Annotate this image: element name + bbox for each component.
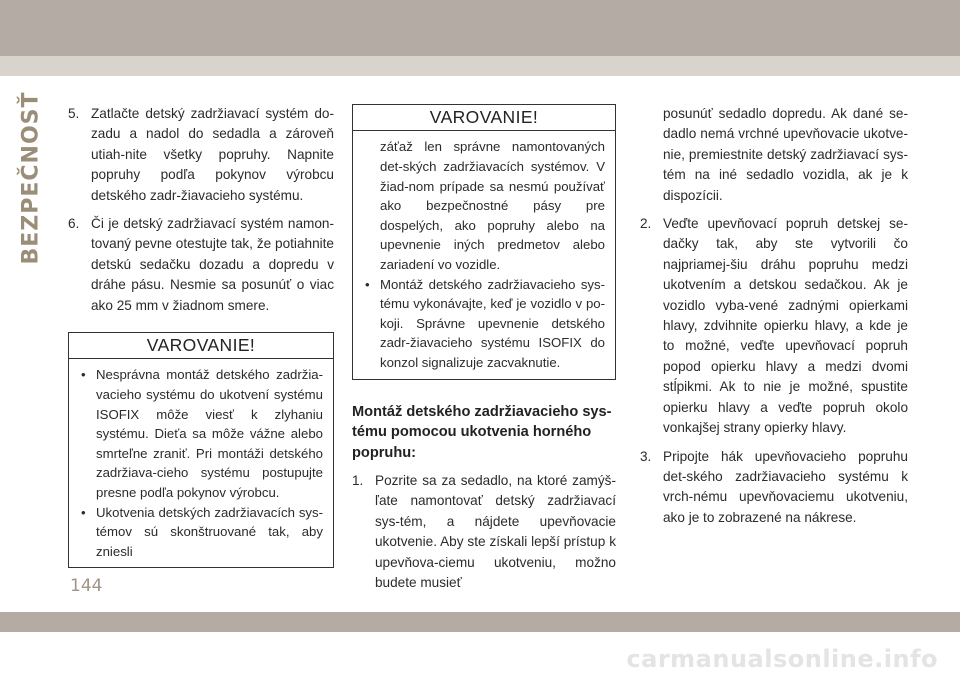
step-1-number: 1. (352, 473, 364, 489)
column-3 (640, 104, 908, 536)
warning-bullet (365, 275, 605, 373)
step-6 (68, 214, 334, 316)
section-side-tab (14, 90, 48, 265)
header-band (0, 0, 960, 56)
bullet-dot: • (81, 504, 86, 520)
warning-title-2: VAROVANIE! (353, 105, 615, 131)
warning-bullet-text: Nesprávna montáž detského zadržia-vacieho systému do ukotvení systému ISOFIX môže viesť k zlyhaniu systému. Dieťa sa môže vážne alebo smrteľne zraniť. Pri montáži detského zadržiava-cieho systému postupujte presne podľa pokynov výrobcu. (96, 367, 323, 501)
warning-body-2 (353, 131, 615, 378)
section-heading: Montáž detského zadržiavacieho sys-tému pomocou ukotvenia horného popruhu: (352, 403, 612, 461)
warning-bullet-text: Ukotvenia detských zadržiavacích sys-témov sú skonštruované tak, aby zniesli (96, 504, 323, 559)
step-1-text: Pozrite sa za sedadlo, na ktoré zamýš-ľate namontovať detský zadržiavací sys-tém, a nájdete upevňovacie ukotvenie. Aby ste získali lepší prístup k upevňova-ciemu ukotveniu, možno budete musieť (375, 473, 616, 591)
footer-band (0, 612, 960, 632)
warning-bullet (81, 365, 323, 502)
warning-title-1: VAROVANIE! (69, 333, 333, 359)
warning-bullet-text: Montáž detského zadržiavacieho sys-tému vykonávajte, keď je vozidlo v po-koji. Správne upevnenie detského zadr-žiavacieho systému ISOFIX do konzol signalizuje zacvaknutie. (380, 276, 605, 370)
step-3-text: Pripojte hák upevňovacieho popruhu det-ského zadržiavacieho systému k vrch-nému upevňovaciemu ukotveniu, ako je to zobrazené na nákrese. (663, 448, 908, 525)
step-1 (352, 471, 616, 593)
step-6-text: Či je detský zadržiavací systém namon-tovaný pevne otestujte tak, že potiahnite detskú sedačku dozadu a dopredu v dráhe pásu. Nesmie sa posunúť o viac ako 25 mm v žiadnom smere. (91, 216, 334, 313)
step-1-continuation: posunúť sedadlo dopredu. Ak dané se-dadlo nemá vrchné upevňovacie ukotve-nie, premiestnite detský zadržiavací sys-tém na iné sedadlo vozidla, ak je k dispozícii. (663, 106, 908, 203)
step-2-number: 2. (640, 216, 652, 232)
warning-body-1 (69, 359, 333, 567)
section-side-tab-label: BEZPEČNOSŤ (18, 90, 44, 265)
watermark: carmanualsonline.info (626, 645, 938, 673)
warning-box-2 (352, 104, 616, 380)
bullet-dot: • (81, 367, 86, 383)
column-1 (68, 104, 334, 568)
step-2-text: Veďte upevňovací popruh detskej se-dačky tak, aby ste vytvorili čo najpriamej-šiu dráhu popruhu medzi ukotvením a detskou sedačkou. Ak je vozidlo vyba-vené zadnými opierkami hlavy, zdvihnite opierku hlavy, a kde je to možné, veďte upevňovací popruh popod opierku hlavy a medzi dvomi stĺpikmi. Ak to nie je možné, spustite opierku hlavy a veďte popruh okolo vonkajšej strany opierky hlavy. (663, 216, 908, 436)
page-number: 144 (70, 576, 103, 596)
step-3-number: 3. (640, 448, 652, 464)
warning-continuation-text: záťaž len správne namontovaných det-ských zadržiavacích systémov. V žiad-nom prípade sa nesmú používať ako bezpečnostné pásy pre dospelých, ako popruhy alebo na upevnenie iných predmetov alebo zariadení vo vozidle. (380, 139, 605, 272)
step-5-text: Zatlačte detský zadržiavací systém do-zadu a nadol do sedadla a zároveň utiah-nite všetky popruhy. Napnite popruhy podľa pokynov výrobcu detského zadr-žiavacieho systému. (91, 106, 334, 203)
bullet-dot: • (365, 276, 370, 292)
warning-box-1 (68, 332, 334, 568)
step-5-number: 5. (68, 106, 80, 121)
step-2 (640, 214, 908, 438)
warning-bullet (81, 503, 323, 562)
step-3 (640, 447, 908, 529)
step-6-number: 6. (68, 216, 80, 232)
step-5 (68, 104, 334, 206)
header-stripe (0, 56, 960, 76)
column-2 (352, 104, 616, 601)
